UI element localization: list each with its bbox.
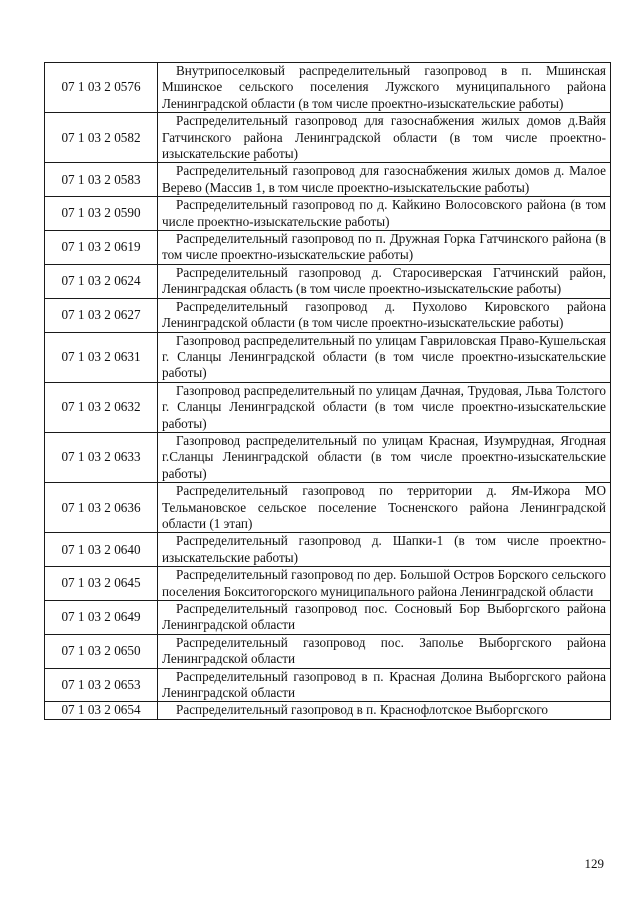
description-cell: Распределительный газопровод для газоснабжения жилых домов д. Малое Верево (Массив 1, в том числе проектно-изыскательские работы) <box>158 163 611 197</box>
description-cell: Распределительный газопровод д. Пухолово Кировского района Ленинградской области (в том числе проектно-изыскательские работы) <box>158 298 611 332</box>
description-cell: Распределительный газопровод в п. Краснофлотское Выборгского <box>158 702 611 719</box>
table-row <box>45 432 611 482</box>
table-row <box>45 634 611 668</box>
description-cell: Распределительный газопровод д. Шапки-1 (в том числе проектно-изыскательские работы) <box>158 533 611 567</box>
budget-code-cell: 07 1 03 2 0640 <box>45 533 158 567</box>
description-cell: Распределительный газопровод для газоснабжения жилых домов д.Вайя Гатчинского района Ленинградской области (в том числе проектно-изыскательские работы) <box>158 113 611 163</box>
budget-code-cell: 07 1 03 2 0650 <box>45 634 158 668</box>
table-row <box>45 163 611 197</box>
description-cell: Распределительный газопровод по д. Кайкино Волосовского района (в том числе проектно-изыскательские работы) <box>158 197 611 231</box>
table-row <box>45 382 611 432</box>
table-row <box>45 197 611 231</box>
registry-table <box>44 62 611 720</box>
description-cell: Газопровод распределительный по улицам Красная, Изумрудная, Ягодная г.Сланцы Ленинградской области (в том числе проектно-изыскательские работы) <box>158 432 611 482</box>
budget-code-cell: 07 1 03 2 0576 <box>45 63 158 113</box>
description-cell: Распределительный газопровод по территории д. Ям-Ижора МО Тельмановское сельское поселение Тосненского района Ленинградской области (1 этап) <box>158 483 611 533</box>
description-cell: Распределительный газопровод по дер. Большой Остров Борского сельского поселения Бокситогорского муниципального района Ленинградской области <box>158 567 611 601</box>
budget-code-cell: 07 1 03 2 0636 <box>45 483 158 533</box>
description-cell: Распределительный газопровод пос. Заполье Выборгского района Ленинградской области <box>158 634 611 668</box>
budget-code-cell: 07 1 03 2 0582 <box>45 113 158 163</box>
table-row <box>45 533 611 567</box>
budget-code-cell: 07 1 03 2 0627 <box>45 298 158 332</box>
table-row <box>45 264 611 298</box>
table-row <box>45 63 611 113</box>
budget-code-cell: 07 1 03 2 0590 <box>45 197 158 231</box>
table-row <box>45 113 611 163</box>
budget-code-cell: 07 1 03 2 0583 <box>45 163 158 197</box>
budget-code-cell: 07 1 03 2 0632 <box>45 382 158 432</box>
budget-code-cell: 07 1 03 2 0645 <box>45 567 158 601</box>
budget-code-cell: 07 1 03 2 0624 <box>45 264 158 298</box>
page-number: 129 <box>584 856 604 871</box>
description-cell: Распределительный газопровод пос. Сосновый Бор Выборгского района Ленинградской области <box>158 601 611 635</box>
table-row <box>45 483 611 533</box>
table-row <box>45 231 611 265</box>
description-cell: Газопровод распределительный по улицам Дачная, Трудовая, Льва Толстого г. Сланцы Ленинградской области (в том числе проектно-изыскательские работы) <box>158 382 611 432</box>
table-row <box>45 567 611 601</box>
budget-code-cell: 07 1 03 2 0633 <box>45 432 158 482</box>
table-row <box>45 702 611 719</box>
budget-code-cell: 07 1 03 2 0654 <box>45 702 158 719</box>
description-cell: Распределительный газопровод в п. Красная Долина Выборгского района Ленинградской области <box>158 668 611 702</box>
table-row <box>45 298 611 332</box>
budget-code-cell: 07 1 03 2 0653 <box>45 668 158 702</box>
budget-code-cell: 07 1 03 2 0619 <box>45 231 158 265</box>
table-row <box>45 601 611 635</box>
table-row <box>45 332 611 382</box>
budget-code-cell: 07 1 03 2 0631 <box>45 332 158 382</box>
description-cell: Внутрипоселковый распределительный газопровод в п. Мшинская Мшинское сельского поселения Лужского муниципального района Ленинградской области (в том числе проектно-изыскательские работы) <box>158 63 611 113</box>
table-row <box>45 668 611 702</box>
description-cell: Распределительный газопровод по п. Дружная Горка Гатчинского района (в том числе проектно-изыскательские работы) <box>158 231 611 265</box>
description-cell: Распределительный газопровод д. Старосиверская Гатчинский район, Ленинградская область (в том числе проектно-изыскательские работы) <box>158 264 611 298</box>
budget-code-cell: 07 1 03 2 0649 <box>45 601 158 635</box>
description-cell: Газопровод распределительный по улицам Гавриловская Право-Кушельская г. Сланцы Ленинградской области (в том числе проектно-изыскательские работы) <box>158 332 611 382</box>
